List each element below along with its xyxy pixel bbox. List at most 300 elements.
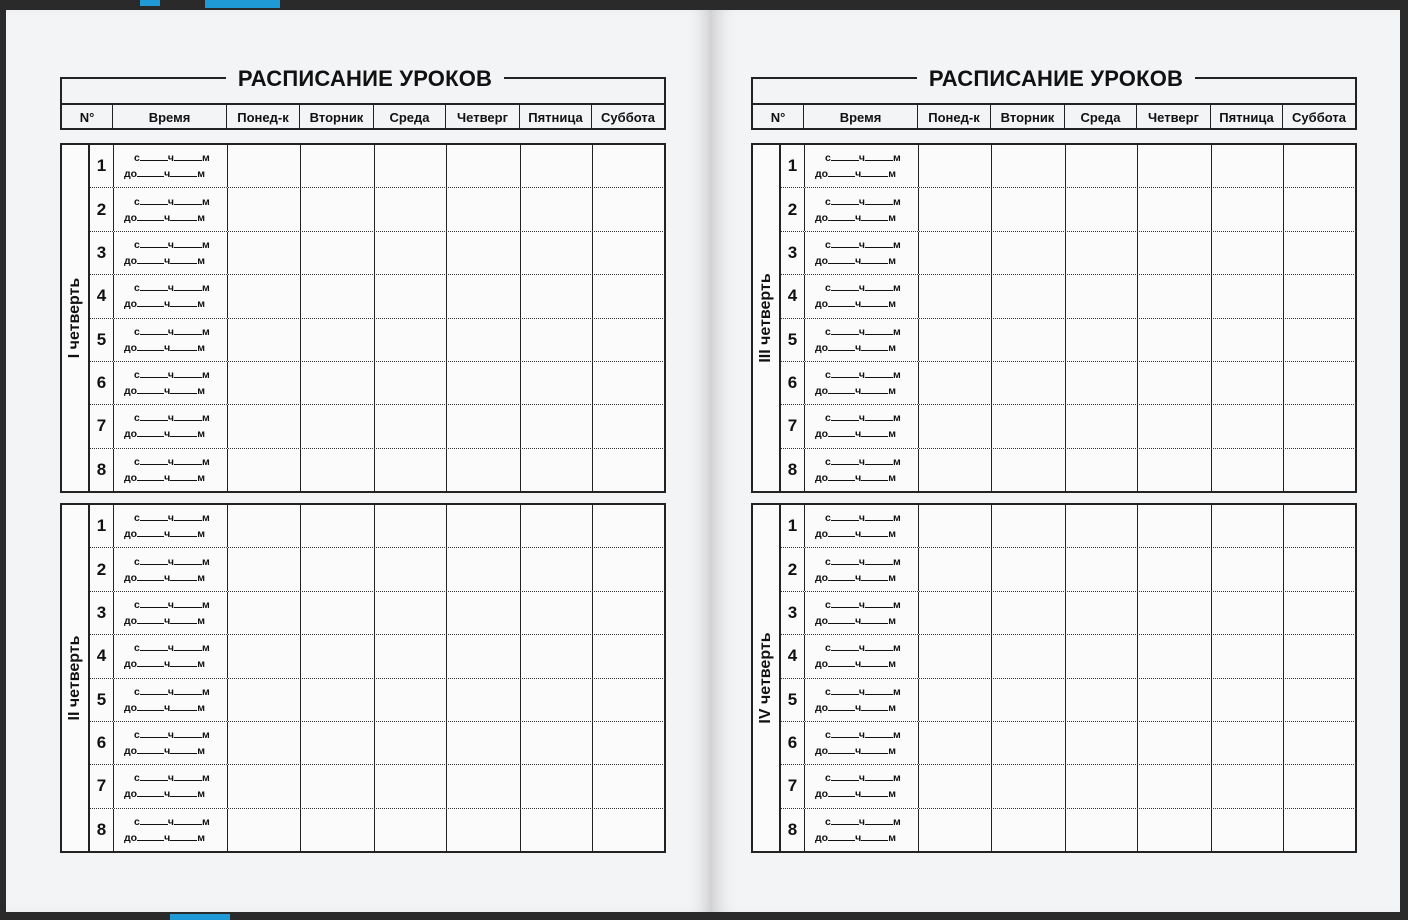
lesson-row [90, 635, 665, 678]
wednesday-cell[interactable] [1066, 319, 1138, 361]
tuesday-cell[interactable] [301, 679, 375, 721]
friday-cell[interactable] [1212, 722, 1284, 764]
saturday-cell[interactable] [593, 635, 665, 677]
tuesday-cell[interactable] [301, 145, 375, 187]
monday-cell[interactable] [919, 592, 992, 634]
lesson-row [90, 319, 665, 362]
thursday-cell[interactable] [447, 679, 521, 721]
wednesday-cell[interactable] [375, 809, 447, 851]
friday-cell[interactable] [1212, 319, 1284, 361]
friday-cell[interactable] [521, 635, 593, 677]
tuesday-cell[interactable] [992, 362, 1066, 404]
wednesday-cell[interactable] [1066, 449, 1138, 491]
column-header-number: N° [62, 105, 113, 130]
monday-cell[interactable] [919, 505, 992, 547]
wednesday-cell[interactable] [375, 722, 447, 764]
wednesday-cell[interactable] [375, 232, 447, 274]
tuesday-cell[interactable] [992, 765, 1066, 807]
monday-cell[interactable] [228, 635, 301, 677]
tuesday-cell[interactable] [992, 679, 1066, 721]
thursday-cell[interactable] [1138, 722, 1212, 764]
tuesday-cell[interactable] [992, 145, 1066, 187]
friday-cell[interactable] [1212, 505, 1284, 547]
time-from-line: с ч м [134, 282, 210, 295]
tuesday-cell[interactable] [992, 505, 1066, 547]
column-header-friday: Пятница [1211, 105, 1283, 130]
monday-cell[interactable] [228, 449, 301, 491]
thursday-cell[interactable] [447, 722, 521, 764]
saturday-cell[interactable] [1284, 635, 1356, 677]
time-from-line: с ч м [134, 195, 210, 208]
lesson-time-cell[interactable] [114, 319, 228, 361]
wednesday-cell[interactable] [375, 362, 447, 404]
time-to-line: до ч м [815, 831, 896, 844]
wednesday-cell[interactable] [375, 592, 447, 634]
tuesday-cell[interactable] [301, 592, 375, 634]
cover-edge-blue [140, 0, 160, 6]
tuesday-cell[interactable] [992, 449, 1066, 491]
saturday-cell[interactable] [593, 188, 665, 230]
lesson-time-cell[interactable] [114, 548, 228, 590]
friday-cell[interactable] [521, 275, 593, 317]
tuesday-cell[interactable] [992, 722, 1066, 764]
lesson-number: 1 [90, 145, 114, 187]
monday-cell[interactable] [228, 362, 301, 404]
column-header-thursday: Четверг [1137, 105, 1211, 130]
lesson-time-cell[interactable] [805, 505, 919, 547]
wednesday-cell[interactable] [375, 548, 447, 590]
lesson-row [781, 362, 1356, 405]
time-from-line: с ч м [825, 729, 901, 742]
time-to-line: до ч м [124, 788, 205, 801]
saturday-cell[interactable] [593, 275, 665, 317]
thursday-cell[interactable] [1138, 449, 1212, 491]
friday-cell[interactable] [1212, 449, 1284, 491]
saturday-cell[interactable] [593, 449, 665, 491]
column-headers [62, 103, 664, 130]
monday-cell[interactable] [228, 679, 301, 721]
thursday-cell[interactable] [1138, 362, 1212, 404]
thursday-cell[interactable] [1138, 145, 1212, 187]
tuesday-cell[interactable] [301, 548, 375, 590]
friday-cell[interactable] [1212, 188, 1284, 230]
quarter-label-text: IV четверть [757, 632, 774, 724]
wednesday-cell[interactable] [1066, 275, 1138, 317]
time-from-line: с ч м [134, 455, 210, 468]
quarter-label-text: II четверть [66, 635, 83, 721]
lesson-row [90, 548, 665, 591]
lesson-time-cell[interactable] [805, 188, 919, 230]
saturday-cell[interactable] [593, 405, 665, 447]
time-to-line: до ч м [815, 341, 896, 354]
saturday-cell[interactable] [1284, 449, 1356, 491]
lesson-row [90, 765, 665, 808]
lesson-row [90, 275, 665, 318]
saturday-cell[interactable] [1284, 188, 1356, 230]
lesson-row [90, 232, 665, 275]
tuesday-cell[interactable] [301, 275, 375, 317]
lesson-row [781, 809, 1356, 851]
friday-cell[interactable] [521, 188, 593, 230]
saturday-cell[interactable] [593, 765, 665, 807]
wednesday-cell[interactable] [1066, 635, 1138, 677]
tuesday-cell[interactable] [992, 232, 1066, 274]
time-to-line: до ч м [815, 168, 896, 181]
lesson-time-cell[interactable] [805, 362, 919, 404]
friday-cell[interactable] [1212, 809, 1284, 851]
lesson-number: 6 [781, 362, 805, 404]
wednesday-cell[interactable] [1066, 722, 1138, 764]
time-to-line: до ч м [815, 428, 896, 441]
time-from-line: с ч м [825, 772, 901, 785]
friday-cell[interactable] [1212, 765, 1284, 807]
wednesday-cell[interactable] [1066, 405, 1138, 447]
saturday-cell[interactable] [1284, 145, 1356, 187]
wednesday-cell[interactable] [1066, 809, 1138, 851]
monday-cell[interactable] [228, 592, 301, 634]
monday-cell[interactable] [228, 722, 301, 764]
friday-cell[interactable] [521, 319, 593, 361]
monday-cell[interactable] [228, 145, 301, 187]
lesson-time-cell[interactable] [805, 765, 919, 807]
lesson-number: 7 [781, 405, 805, 447]
tuesday-cell[interactable] [301, 188, 375, 230]
friday-cell[interactable] [521, 592, 593, 634]
monday-cell[interactable] [919, 635, 992, 677]
lesson-time-cell[interactable] [805, 635, 919, 677]
tuesday-cell[interactable] [992, 592, 1066, 634]
lesson-time-cell[interactable] [805, 232, 919, 274]
friday-cell[interactable] [521, 505, 593, 547]
saturday-cell[interactable] [1284, 592, 1356, 634]
lesson-number: 6 [90, 722, 114, 764]
tuesday-cell[interactable] [992, 548, 1066, 590]
lesson-row [781, 449, 1356, 491]
thursday-cell[interactable] [1138, 319, 1212, 361]
saturday-cell[interactable] [1284, 319, 1356, 361]
lesson-time-cell[interactable] [805, 145, 919, 187]
time-from-line: с ч м [825, 369, 901, 382]
time-to-line: до ч м [815, 385, 896, 398]
time-to-line: до ч м [815, 788, 896, 801]
wednesday-cell[interactable] [1066, 765, 1138, 807]
lesson-time-cell[interactable] [114, 275, 228, 317]
wednesday-cell[interactable] [375, 319, 447, 361]
thursday-cell[interactable] [447, 765, 521, 807]
friday-cell[interactable] [1212, 232, 1284, 274]
quarter-label-text: III четверть [757, 273, 774, 363]
monday-cell[interactable] [228, 548, 301, 590]
wednesday-cell[interactable] [1066, 592, 1138, 634]
saturday-cell[interactable] [1284, 232, 1356, 274]
lesson-time-cell[interactable] [805, 319, 919, 361]
thursday-cell[interactable] [1138, 592, 1212, 634]
lesson-time-cell[interactable] [114, 809, 228, 851]
friday-cell[interactable] [1212, 592, 1284, 634]
monday-cell[interactable] [228, 319, 301, 361]
thursday-cell[interactable] [447, 275, 521, 317]
time-to-line: до ч м [124, 211, 205, 224]
cover-edge-blue [205, 0, 280, 8]
column-header-time: Время [804, 105, 918, 130]
monday-cell[interactable] [919, 722, 992, 764]
time-to-line: до ч м [124, 385, 205, 398]
time-to-line: до ч м [124, 745, 205, 758]
friday-cell[interactable] [521, 232, 593, 274]
thursday-cell[interactable] [1138, 679, 1212, 721]
lesson-time-cell[interactable] [114, 765, 228, 807]
friday-cell[interactable] [1212, 405, 1284, 447]
column-header-saturday: Суббота [601, 110, 655, 125]
lesson-time-cell[interactable] [805, 275, 919, 317]
lesson-time-cell[interactable] [114, 592, 228, 634]
wednesday-cell[interactable] [1066, 145, 1138, 187]
friday-cell[interactable] [521, 548, 593, 590]
lesson-row [90, 449, 665, 491]
quarter-block [751, 503, 1357, 853]
time-to-line: до ч м [815, 614, 896, 627]
lesson-time-cell[interactable] [114, 362, 228, 404]
tuesday-cell[interactable] [301, 765, 375, 807]
tuesday-cell[interactable] [992, 635, 1066, 677]
lesson-number: 5 [781, 319, 805, 361]
thursday-cell[interactable] [1138, 548, 1212, 590]
saturday-cell[interactable] [593, 232, 665, 274]
column-header-number: N° [753, 105, 804, 130]
lesson-number: 2 [90, 188, 114, 230]
column-header-wednesday: Среда [374, 105, 446, 130]
lesson-number: 1 [781, 505, 805, 547]
saturday-cell[interactable] [593, 809, 665, 851]
saturday-cell[interactable] [593, 362, 665, 404]
friday-cell[interactable] [1212, 362, 1284, 404]
lesson-time-cell[interactable] [114, 405, 228, 447]
monday-cell[interactable] [919, 362, 992, 404]
wednesday-cell[interactable] [1066, 362, 1138, 404]
monday-cell[interactable] [919, 548, 992, 590]
friday-cell[interactable] [521, 405, 593, 447]
lesson-row [781, 505, 1356, 548]
wednesday-cell[interactable] [1066, 548, 1138, 590]
tuesday-cell[interactable] [992, 405, 1066, 447]
header-table [60, 77, 666, 130]
thursday-cell[interactable] [447, 449, 521, 491]
monday-cell[interactable] [919, 275, 992, 317]
time-to-line: до ч м [815, 471, 896, 484]
wednesday-cell[interactable] [375, 635, 447, 677]
thursday-cell[interactable] [447, 592, 521, 634]
thursday-cell[interactable] [447, 809, 521, 851]
monday-cell[interactable] [919, 679, 992, 721]
friday-cell[interactable] [521, 809, 593, 851]
tuesday-cell[interactable] [992, 809, 1066, 851]
saturday-cell[interactable] [1284, 809, 1356, 851]
tuesday-cell[interactable] [992, 319, 1066, 361]
lesson-time-cell[interactable] [805, 592, 919, 634]
wednesday-cell[interactable] [375, 449, 447, 491]
monday-cell[interactable] [228, 809, 301, 851]
saturday-cell[interactable] [593, 679, 665, 721]
friday-cell[interactable] [521, 765, 593, 807]
time-from-line: с ч м [134, 598, 210, 611]
tuesday-cell[interactable] [301, 809, 375, 851]
saturday-cell[interactable] [593, 592, 665, 634]
thursday-cell[interactable] [1138, 405, 1212, 447]
lesson-time-cell[interactable] [805, 405, 919, 447]
thursday-cell[interactable] [1138, 505, 1212, 547]
header-table [751, 77, 1357, 130]
tuesday-cell[interactable] [301, 319, 375, 361]
lesson-time-cell[interactable] [114, 449, 228, 491]
monday-cell[interactable] [919, 765, 992, 807]
time-from-line: с ч м [134, 815, 210, 828]
tuesday-cell[interactable] [301, 505, 375, 547]
quarter-block [60, 143, 666, 493]
lesson-row [90, 809, 665, 851]
saturday-cell[interactable] [1284, 362, 1356, 404]
lesson-number: 7 [781, 765, 805, 807]
friday-cell[interactable] [521, 722, 593, 764]
friday-cell[interactable] [521, 449, 593, 491]
monday-cell[interactable] [228, 405, 301, 447]
monday-cell[interactable] [919, 188, 992, 230]
time-from-line: с ч м [134, 772, 210, 785]
lesson-time-cell[interactable] [114, 188, 228, 230]
wednesday-cell[interactable] [375, 765, 447, 807]
lesson-row [781, 145, 1356, 188]
friday-cell[interactable] [1212, 635, 1284, 677]
monday-cell[interactable] [919, 232, 992, 274]
friday-cell[interactable] [521, 145, 593, 187]
thursday-cell[interactable] [447, 188, 521, 230]
wednesday-cell[interactable] [375, 275, 447, 317]
monday-cell[interactable] [228, 232, 301, 274]
saturday-cell[interactable] [1284, 548, 1356, 590]
lesson-time-cell[interactable] [114, 679, 228, 721]
wednesday-cell[interactable] [1066, 679, 1138, 721]
monday-cell[interactable] [919, 809, 992, 851]
monday-cell[interactable] [228, 275, 301, 317]
column-headers [753, 103, 1355, 130]
tuesday-cell[interactable] [301, 722, 375, 764]
saturday-cell[interactable] [1284, 275, 1356, 317]
lesson-time-cell[interactable] [114, 722, 228, 764]
lesson-number: 3 [90, 232, 114, 274]
wednesday-cell[interactable] [375, 679, 447, 721]
quarter-label [62, 145, 90, 491]
friday-cell[interactable] [1212, 548, 1284, 590]
saturday-cell[interactable] [1284, 765, 1356, 807]
thursday-cell[interactable] [1138, 635, 1212, 677]
lesson-rows [781, 505, 1356, 851]
tuesday-cell[interactable] [992, 188, 1066, 230]
page-title: РАСПИСАНИЕ УРОКОВ [237, 66, 493, 91]
time-from-line: с ч м [825, 282, 901, 295]
thursday-cell[interactable] [447, 145, 521, 187]
tuesday-cell[interactable] [301, 405, 375, 447]
thursday-cell[interactable] [447, 232, 521, 274]
friday-cell[interactable] [521, 362, 593, 404]
saturday-cell[interactable] [1284, 722, 1356, 764]
lesson-number: 1 [90, 505, 114, 547]
lesson-row [781, 405, 1356, 448]
thursday-cell[interactable] [1138, 809, 1212, 851]
tuesday-cell[interactable] [992, 275, 1066, 317]
wednesday-cell[interactable] [375, 405, 447, 447]
lesson-time-cell[interactable] [114, 505, 228, 547]
lesson-time-cell[interactable] [114, 635, 228, 677]
lesson-row [781, 679, 1356, 722]
thursday-cell[interactable] [1138, 275, 1212, 317]
wednesday-cell[interactable] [375, 188, 447, 230]
thursday-cell[interactable] [447, 405, 521, 447]
lesson-time-cell[interactable] [805, 722, 919, 764]
monday-cell[interactable] [919, 145, 992, 187]
thursday-cell[interactable] [447, 319, 521, 361]
lesson-time-cell[interactable] [114, 232, 228, 274]
lesson-number: 3 [781, 232, 805, 274]
thursday-cell[interactable] [447, 548, 521, 590]
time-to-line: до ч м [124, 298, 205, 311]
monday-cell[interactable] [919, 319, 992, 361]
thursday-cell[interactable] [1138, 188, 1212, 230]
lesson-row [90, 362, 665, 405]
friday-cell[interactable] [1212, 679, 1284, 721]
lesson-row [781, 635, 1356, 678]
monday-cell[interactable] [228, 765, 301, 807]
wednesday-cell[interactable] [375, 145, 447, 187]
friday-cell[interactable] [1212, 145, 1284, 187]
saturday-cell[interactable] [593, 505, 665, 547]
saturday-cell[interactable] [1284, 405, 1356, 447]
saturday-cell[interactable] [593, 722, 665, 764]
saturday-cell[interactable] [593, 145, 665, 187]
lesson-row [781, 765, 1356, 808]
wednesday-cell[interactable] [1066, 188, 1138, 230]
wednesday-cell[interactable] [375, 505, 447, 547]
lesson-time-cell[interactable] [805, 449, 919, 491]
tuesday-cell[interactable] [301, 635, 375, 677]
thursday-cell[interactable] [447, 505, 521, 547]
time-from-line: с ч м [134, 325, 210, 338]
thursday-cell[interactable] [447, 362, 521, 404]
lesson-time-cell[interactable] [805, 809, 919, 851]
lesson-number: 8 [90, 449, 114, 491]
tuesday-cell[interactable] [301, 449, 375, 491]
thursday-cell[interactable] [1138, 765, 1212, 807]
wednesday-cell[interactable] [1066, 232, 1138, 274]
monday-cell[interactable] [919, 449, 992, 491]
wednesday-cell[interactable] [1066, 505, 1138, 547]
monday-cell[interactable] [228, 188, 301, 230]
saturday-cell[interactable] [1284, 679, 1356, 721]
saturday-cell[interactable] [1284, 505, 1356, 547]
thursday-cell[interactable] [447, 635, 521, 677]
tuesday-cell[interactable] [301, 362, 375, 404]
lesson-time-cell[interactable] [805, 548, 919, 590]
time-from-line: с ч м [825, 685, 901, 698]
friday-cell[interactable] [1212, 275, 1284, 317]
lesson-time-cell[interactable] [805, 679, 919, 721]
thursday-cell[interactable] [1138, 232, 1212, 274]
tuesday-cell[interactable] [301, 232, 375, 274]
saturday-cell[interactable] [593, 548, 665, 590]
friday-cell[interactable] [521, 679, 593, 721]
monday-cell[interactable] [228, 505, 301, 547]
saturday-cell[interactable] [593, 319, 665, 361]
lesson-time-cell[interactable] [114, 145, 228, 187]
monday-cell[interactable] [919, 405, 992, 447]
